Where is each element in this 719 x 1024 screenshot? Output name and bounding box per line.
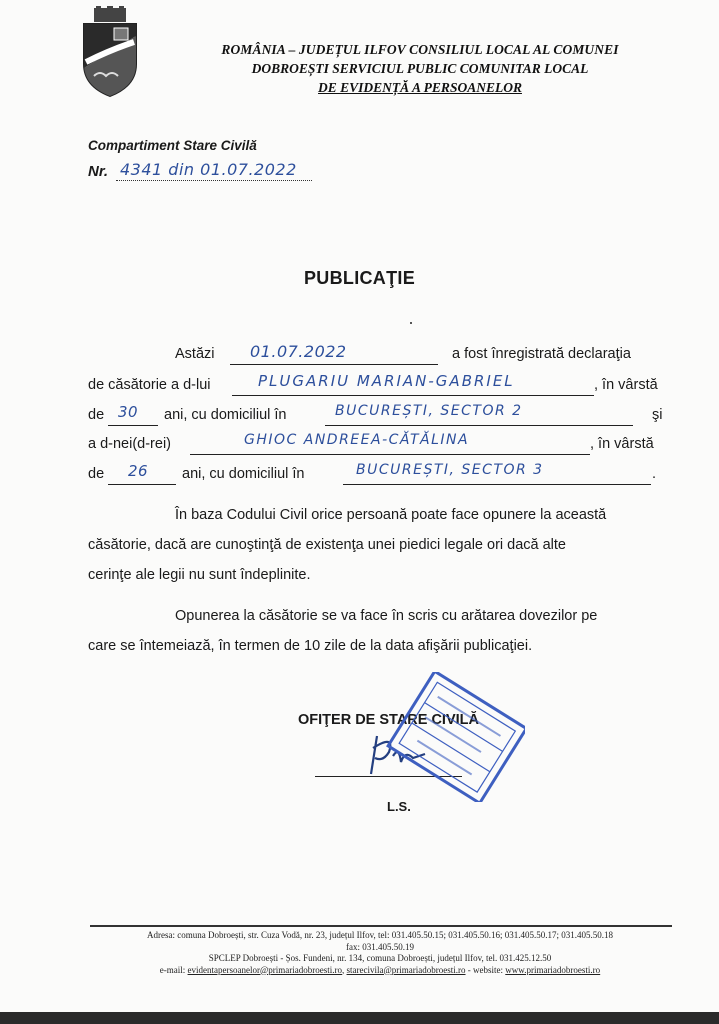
footer-spclep: SPCLEP Dobroești - Șos. Fundeni, nr. 134, comuna Dobroești, județul Ilfov, tel. 031.425.12.50 (208, 953, 552, 963)
groom-address-value: BUCUREȘTI, SECTOR 2 (335, 403, 523, 419)
footer-contact (80, 930, 680, 976)
header-line-1: ROMÂNIA – JUDEȚUL ILFOV CONSILIUL LOCAL AL COMUNEI (221, 42, 619, 57)
footer-address: Adresa: comuna Dobroești, str. Cuza Vodă, nr. 23, județul Ilfov, tel: 031.405.50.15; 031.405.50.16; 031.405.50.17; 031.405.50.18 (146, 930, 614, 940)
bride-address-value: BUCUREȘTI, SECTOR 3 (356, 462, 544, 478)
document-title: PUBLICAŢIE (304, 268, 415, 288)
sentence-period: . (652, 466, 657, 482)
astazi-label: Astăzi (175, 346, 215, 362)
registered-text: a fost înregistrată declaraţia (452, 346, 631, 362)
bride-domicile-text: ani, cu domiciliul în (182, 466, 305, 482)
bride-age-value: 26 (128, 462, 149, 480)
scan-bottom-edge (0, 1012, 719, 1024)
institution-header (170, 40, 670, 97)
and-conjunction: şi (652, 407, 663, 423)
signatory-title: OFIŢER DE STARE CIVILĂ (298, 712, 479, 728)
bride-age-suffix: , în vârstă (590, 436, 654, 452)
paragraph-2-line-1: Opunerea la căsătorie se va face în scris cu arătarea dovezilor pe (175, 608, 598, 624)
registration-number-label: Nr. (88, 163, 109, 180)
paragraph-1-line-2: căsătorie, dacă are cunoştinţă de existenţa unei piedici legale ori dacă alte (88, 537, 566, 553)
stray-dot (410, 322, 412, 324)
footer-contact-line: e-mail: evidentapersoanelor@primariadobroesti.ro, starecivila@primariadobroesti.ro - website: www.primariadobroesti.ro (159, 964, 601, 975)
website-link[interactable]: www.primariadobroesti.ro (505, 964, 601, 975)
paragraph-1-line-1: În baza Codului Civil orice persoană poate face opunere la această (175, 507, 607, 523)
website-label: website: (473, 964, 504, 975)
groom-age-suffix: , în vârstă (594, 377, 658, 393)
groom-name-value: PLUGARIU MARIAN-GABRIEL (258, 372, 515, 390)
seal-placeholder: L.S. (387, 799, 411, 814)
bride-prefix: a d-nei(d-rei) (88, 436, 171, 452)
bride-de-label: de (88, 466, 105, 482)
paragraph-2-line-2: care se întemeiază, în termen de 10 zile de la data afişării publicaţiei. (88, 638, 533, 654)
registration-number-value: 4341 din 01.07.2022 (120, 160, 297, 179)
header-line-3: DE EVIDENȚĂ A PERSOANELOR (318, 80, 522, 95)
header-line-2: DOBROEȘTI SERVICIUL PUBLIC COMUNITAR LOCAL (251, 61, 589, 76)
bride-name-value: GHIOC ANDREEA-CĂTĂLINA (244, 432, 470, 448)
groom-domicile-text: ani, cu domiciliul în (164, 407, 287, 423)
footer-fax: fax: 031.405.50.19 (346, 941, 414, 952)
registration-number-line (116, 180, 312, 181)
groom-age-value: 30 (118, 403, 139, 421)
groom-de-label: de (88, 407, 105, 423)
email-label: e-mail: (159, 964, 186, 975)
department-label: Compartiment Stare Civilă (88, 138, 257, 153)
email-link-1[interactable]: evidentapersoanelor@primariadobroesti.ro (187, 964, 343, 975)
coat-of-arms-logo (80, 6, 140, 98)
footer-rule (90, 925, 672, 927)
paragraph-1-line-3: cerinţe ale legii nu sunt îndeplinite. (88, 567, 311, 583)
date-field-value: 01.07.2022 (250, 342, 347, 361)
official-stamp (385, 672, 525, 802)
email-link-2[interactable]: starecivila@primariadobroesti.ro (346, 964, 466, 975)
groom-prefix: de căsătorie a d-lui (88, 377, 211, 393)
